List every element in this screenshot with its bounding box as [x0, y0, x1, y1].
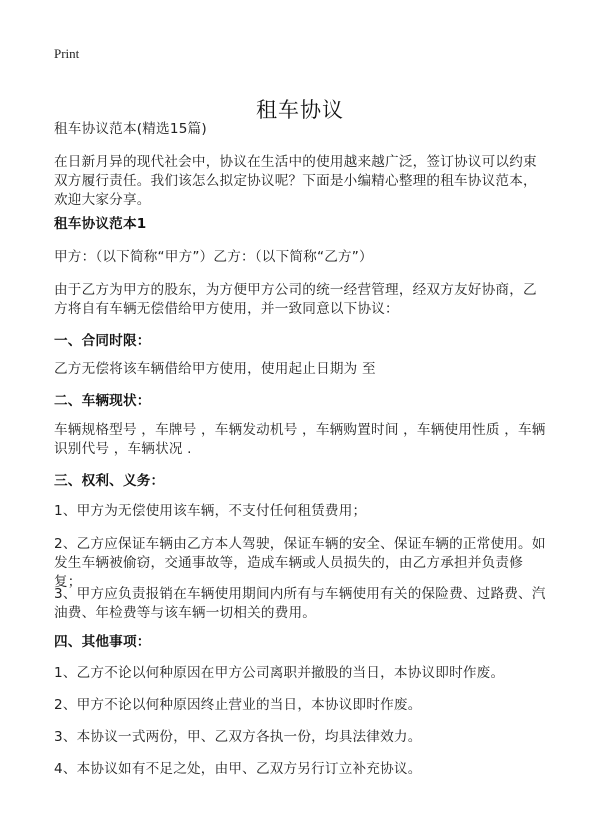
preamble-paragraph: 由于乙方为甲方的股东，为方便甲方公司的统一经营管理，经双方友好协商，乙方将自有车辆无偿借给甲方使用，并一致同意以下协议：	[54, 282, 537, 317]
section-heading-other-matters: 四、其他事项：	[54, 634, 151, 650]
section-heading-rights-obligations: 三、权利、义务：	[54, 473, 165, 489]
section-item: 4、本协议如有不足之处，由甲、乙双方另行订立补充协议。	[54, 761, 422, 777]
section-item: 车辆规格型号 ，车牌号 ，车辆发动机号 ，车辆购置时间 ，车辆使用性质 ，车辆识别代号 ，车辆状况 .	[54, 422, 546, 457]
section-item: 3、本协议一式两份，甲、乙双方各执一份，均具法律效力。	[54, 729, 422, 745]
section-item: 1、乙方不论以何种原因在甲方公司离职并撤股的当日，本协议即时作废。	[54, 665, 505, 681]
section-item: 3、甲方应负责报销在车辆使用期间内所有与车辆使用有关的保险费、过路费、汽油费、年检费等与该车辆一切相关的费用。	[54, 586, 546, 621]
document-subtitle: 租车协议范本(精选15篇)	[54, 121, 207, 137]
section-heading-vehicle-status: 二、车辆现状：	[54, 393, 151, 409]
document-title: 租车协议	[256, 98, 344, 123]
section-heading-term: 一、合同时限：	[54, 333, 151, 349]
section-item: 1、甲方为无偿使用该车辆，不支付任何租赁费用；	[54, 503, 367, 519]
section-item: 2、乙方应保证车辆由乙方本人驾驶，保证车辆的安全、保证车辆的正常使用。如发生车辆被偷窃，交通事故等，造成车辆或人员损失的，由乙方承担并负责修复；	[54, 536, 546, 590]
intro-paragraph: 在日新月异的现代社会中，协议在生活中的使用越来越广泛，签订协议可以约束双方履行责任。我们该怎么拟定协议呢？下面是小编精心整理的租车协议范本，欢迎大家分享。	[54, 154, 537, 208]
sample-heading: 租车协议范本1	[54, 216, 147, 232]
parties-line: 甲方：（以下简称“甲方”）乙方：（以下简称“乙方”）	[54, 249, 373, 265]
section-item: 2、甲方不论以何种原因终止营业的当日，本协议即时作废。	[54, 697, 422, 713]
print-link[interactable]: Print	[54, 46, 80, 61]
section-item: 乙方无偿将该车辆借给甲方使用，使用起止日期为 至	[54, 361, 376, 377]
